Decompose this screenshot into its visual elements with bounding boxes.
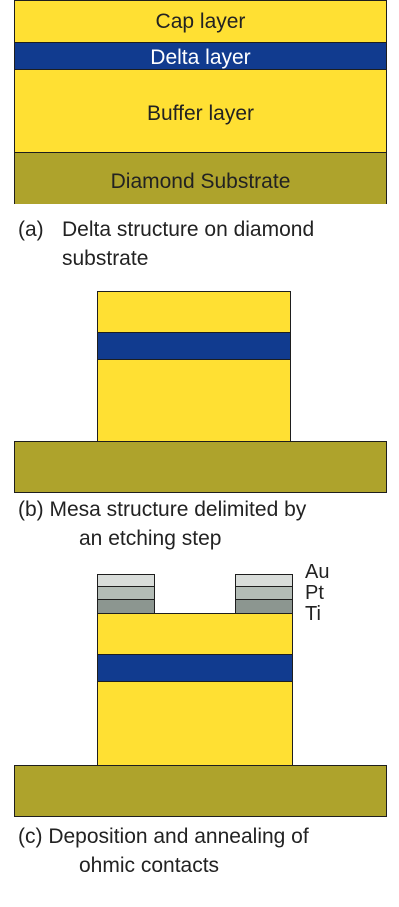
mesa-delta-layer xyxy=(97,332,291,361)
mesa-buffer-layer xyxy=(97,359,291,443)
mesa-cap-layer xyxy=(97,291,291,334)
buffer-layer-label: Buffer layer xyxy=(147,102,254,125)
label-ti: Ti xyxy=(305,603,321,625)
mesa-c-delta-layer xyxy=(97,654,293,683)
label-pt: Pt xyxy=(305,582,324,604)
mesa-substrate xyxy=(14,441,387,493)
cap-layer-label: Cap layer xyxy=(155,10,246,33)
mesa-c-buffer-layer xyxy=(97,681,293,767)
caption-b-line2: an etching step xyxy=(79,527,222,550)
caption-a-line2: substrate xyxy=(62,247,149,270)
mesa-c-substrate xyxy=(14,765,387,817)
label-au: Au xyxy=(305,561,330,583)
caption-b-line1: (b) Mesa structure delimited by xyxy=(18,498,307,521)
delta-layer xyxy=(14,42,387,71)
cap-layer xyxy=(14,0,387,44)
mesa-c-cap-layer xyxy=(97,613,293,656)
buffer-layer xyxy=(14,69,387,154)
delta-layer-label: Delta layer xyxy=(150,46,251,69)
caption-a-line1: Delta structure on diamond xyxy=(62,218,315,241)
caption-c-line2: ohmic contacts xyxy=(79,854,220,877)
caption-a-tag: (a) xyxy=(18,218,44,241)
substrate-label: Diamond Substrate xyxy=(110,170,291,193)
caption-c-line1: (c) Deposition and annealing of xyxy=(18,825,309,848)
diamond-substrate xyxy=(14,152,387,204)
